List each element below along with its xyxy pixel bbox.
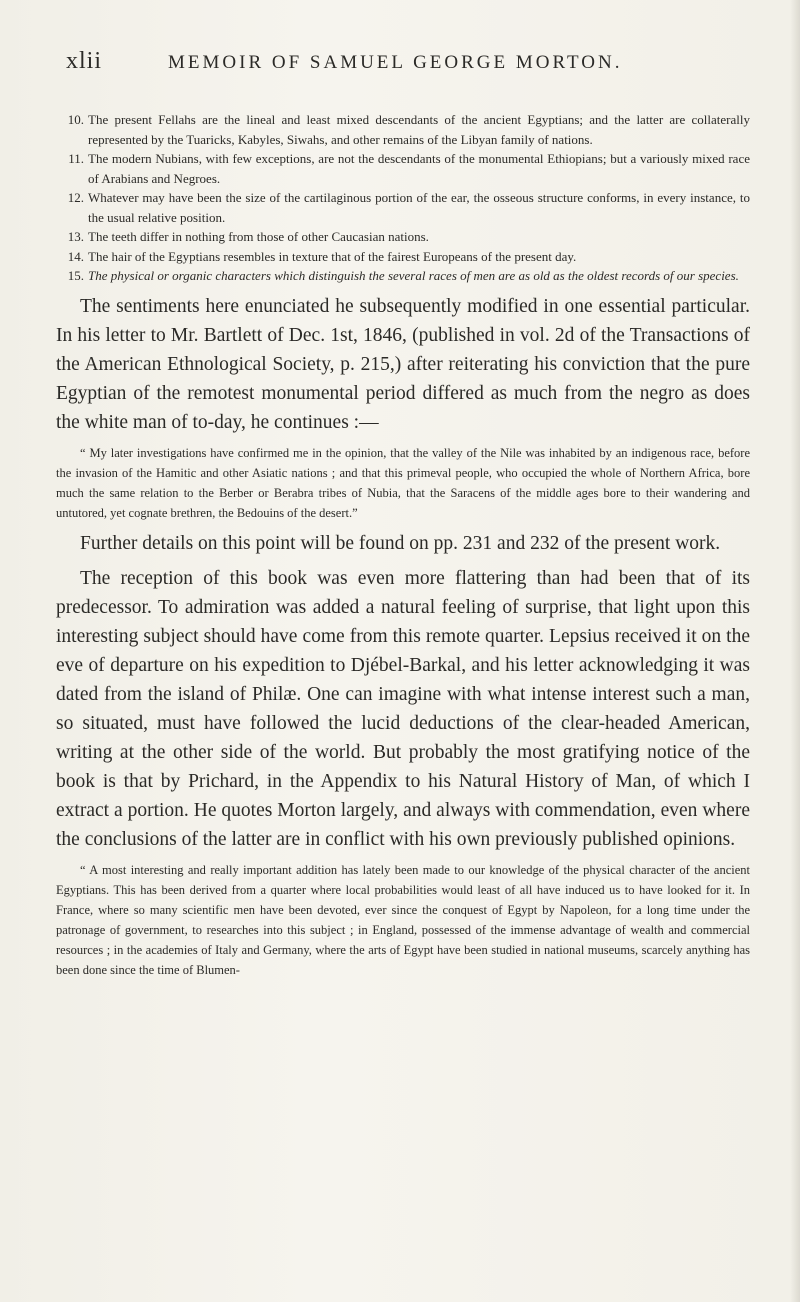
list-item-number: 12. [67,190,84,205]
list-item-number: 15. [67,268,84,283]
running-title: MEMOIR OF SAMUEL GEORGE MORTON. [168,52,623,73]
list-item [56,110,750,149]
list-item-text: The teeth differ in nothing from those of other Caucasian nations. [88,229,429,244]
body-paragraph: The sentiments here enunciated he subsequently modified in one essential particular. In his letter to Mr. Bartlett of Dec. 1st, 1846, (published in vol. 2d of the Transactions of the American Ethnological Society, p. 215,) after reiterating his conviction that the pure Egyptian of the remotest monumental period differed as much from the negro as does the white man of to-day, he continues :— [56,295,750,433]
list-item-text: The present Fellahs are the lineal and least mixed descendants of the ancient Egyptians; and the latter are collaterally represented by the Tuaricks, Kabyles, Siwahs, and other remains of the Libyan family of nations. [88,112,750,147]
list-item-number: 14. [67,248,84,264]
list-item-text: Whatever may have been the size of the cartilaginous portion of the ear, the osseous structure conforms, in every instance, to the usual relative position. [88,190,750,225]
list-item-number: 13. [67,229,84,244]
list-item-text: The modern Nubians, with few exceptions, are not the descendants of the monumental Ethiopians; but a variously mixed race of Arabians and Negroes. [88,151,750,186]
page-number: xlii [66,48,103,74]
list-item [56,266,750,286]
list-item [56,247,750,267]
body-paragraph: Further details on this point will be found on pp. 231 and 232 of the present work. [80,532,721,554]
body-paragraph: The reception of this book was even more flattering than had been that of its predecessor. To admiration was added a natural feeling of surprise, that light upon this interesting subject should have come from this remote quarter. Lepsius received it on the eve of departure on his expedition to Djébel-Barkal, and his letter acknowledging it was dated from the island of Philæ. One can imagine with what intense interest such a man, so situated, must have followed the lucid deductions of the clear-headed American, writing at the other side of the world. But probably the most gratifying notice of the book is that by Prichard, in the Appendix to his Natural History of Man, of which I extract a portion. He quotes Morton largely, and always with commendation, even where the conclusions of the latter are in conflict with his own previously published opinions. [56,567,750,850]
list-item-number: 10. [67,112,84,127]
block-quote: “ A most interesting and really important addition has lately been made to our knowledge of the physical character of the ancient Egyptians. This has been derived from a quarter where local probabilities would least of all have induced us to have looked for it. In France, where so many scientific men have been devoted, ever since the conquest of Egypt by Napoleon, for a long time under the patronage of government, to researches into this subject ; in England, possessed of the immense advantage of wealth and commercial resources ; in the academies of Italy and Germany, where the arts of Egypt have been studied in national museums, scarcely anything has been done since the time of Blumen- [56,862,750,977]
list-item [56,227,750,247]
list-item [56,188,750,227]
list-item-text: The physical or organic characters which distinguish the several races of men are as old as the oldest records of our species. [88,268,739,283]
block-quote: “ My later investigations have confirmed me in the opinion, that the valley of the Nile was inhabited by an indigenous race, before the invasion of the Hamitic and other Asiatic nations ; and that this primeval people, who occupied the whole of Northern Africa, bore much the same relation to the Berber or Berabra tribes of Nubia, that the Saracens of the middle ages bore to their wandering and untutored, yet cognate brethren, the Bedouins of the desert.” [56,445,750,520]
page-edge-shadow [790,0,800,1302]
page-header [56,48,750,84]
page-content [56,110,750,980]
list-item [56,149,750,188]
list-item-text: The hair of the Egyptians resembles in texture that of the fairest Europeans of the present day. [88,248,577,264]
list-item-number: 11. [68,151,84,166]
